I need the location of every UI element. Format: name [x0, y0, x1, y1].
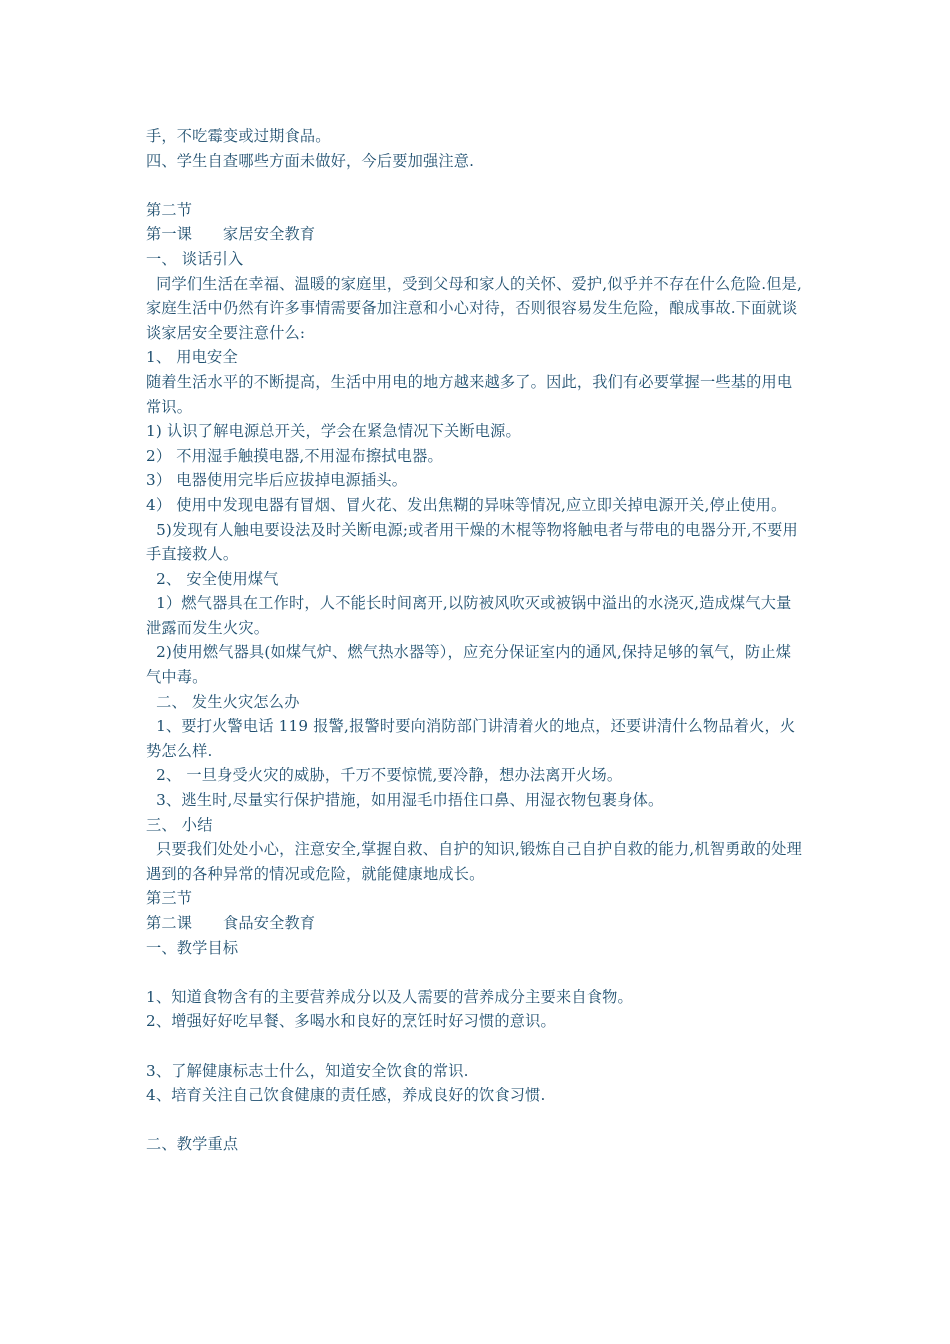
list-item: 1、要打火警电话 119 报警,报警时要向消防部门讲清着火的地点，还要讲清什么物品着火，火势怎么样. [146, 717, 796, 760]
blank-line [146, 173, 806, 198]
list-item: 3、了解健康标志士什么，知道安全饮食的常识. [146, 1061, 469, 1080]
lesson-title: 第一课 家居安全教育 [146, 225, 316, 244]
paragraph: 同学们生活在幸福、温暖的家庭里，受到父母和家人的关怀、爱护,似乎并不存在什么危险.但是,家庭生活中仍然有许多事情需要备加注意和小心对待，否则很容易发生危险，酿成事故.下面就谈谈家居安全要注意什么: [146, 274, 803, 342]
document-body [146, 124, 806, 1157]
blank-line [146, 960, 806, 985]
subheading: 一、教学目标 [146, 938, 239, 957]
list-item: 3、逃生时,尽量实行保护措施，如用湿毛巾捂住口鼻、用湿衣物包裹身体。 [146, 791, 664, 810]
list-item: 1) 认识了解电源总开关，学会在紧急情况下关断电源。 [146, 422, 521, 441]
subheading: 三、 小结 [146, 815, 213, 834]
list-item: 2、 一旦身受火灾的威胁，千万不要惊慌,要冷静，想办法离开火场。 [146, 766, 623, 785]
text-line: 手，不吃霉变或过期食品。 [146, 127, 331, 145]
blank-line [146, 1034, 806, 1059]
list-item: 2)使用燃气器具(如煤气炉、燃气热水器等），应充分保证室内的通风,保持足够的氧气，防止煤气中毒。 [146, 643, 792, 687]
paragraph: 随着生活水平的不断提高，生活中用电的地方越来越多了。因此，我们有必要掌握一些基的用电常识。 [146, 372, 793, 416]
subheading: 2、 安全使用煤气 [146, 569, 279, 588]
section-heading: 第三节 [146, 889, 193, 908]
subheading: 二、教学重点 [146, 1135, 239, 1154]
section-heading: 第二节 [146, 200, 193, 219]
blank-line [146, 1108, 806, 1133]
list-item: 3） 电器使用完毕后应拔掉电源插头。 [146, 471, 408, 490]
list-item: 5)发现有人触电要设法及时关断电源;或者用干燥的木棍等物将触电者与带电的电器分开,不要用手直接救人。 [146, 520, 798, 564]
list-item: 1）燃气器具在工作时，人不能长时间离开,以防被风吹灭或被锅中溢出的水浇灭,造成煤气大量泄露而发生火灾。 [146, 594, 792, 637]
paragraph: 只要我们处处小心，注意安全,掌握自救、自护的知识,锻炼自己自护自救的能力,机智勇敢的处理遇到的各种异常的情况或危险，就能健康地成长。 [146, 840, 803, 883]
list-item: 4） 使用中发现电器有冒烟、冒火花、发出焦糊的异味等情况,应立即关掉电源开关,停止使用。 [146, 495, 787, 514]
subheading: 1、 用电安全 [146, 348, 238, 367]
list-item: 1、知道食物含有的主要营养成分以及人需要的营养成分主要来自食物。 [146, 987, 633, 1006]
text-line: 四、学生自查哪些方面未做好，今后要加强注意. [146, 151, 475, 170]
list-item: 2、增强好好吃早餐、多喝水和良好的烹饪时好习惯的意识。 [146, 1012, 556, 1031]
lesson-title: 第二课 食品安全教育 [146, 914, 316, 932]
subheading: 二、 发生火灾怎么办 [146, 692, 300, 711]
list-item: 4、培育关注自己饮食健康的责任感，养成良好的饮食习惯. [146, 1086, 546, 1105]
list-item: 2） 不用湿手触摸电器,不用湿布擦拭电器。 [146, 446, 443, 465]
subheading: 一、 谈话引入 [146, 249, 244, 268]
